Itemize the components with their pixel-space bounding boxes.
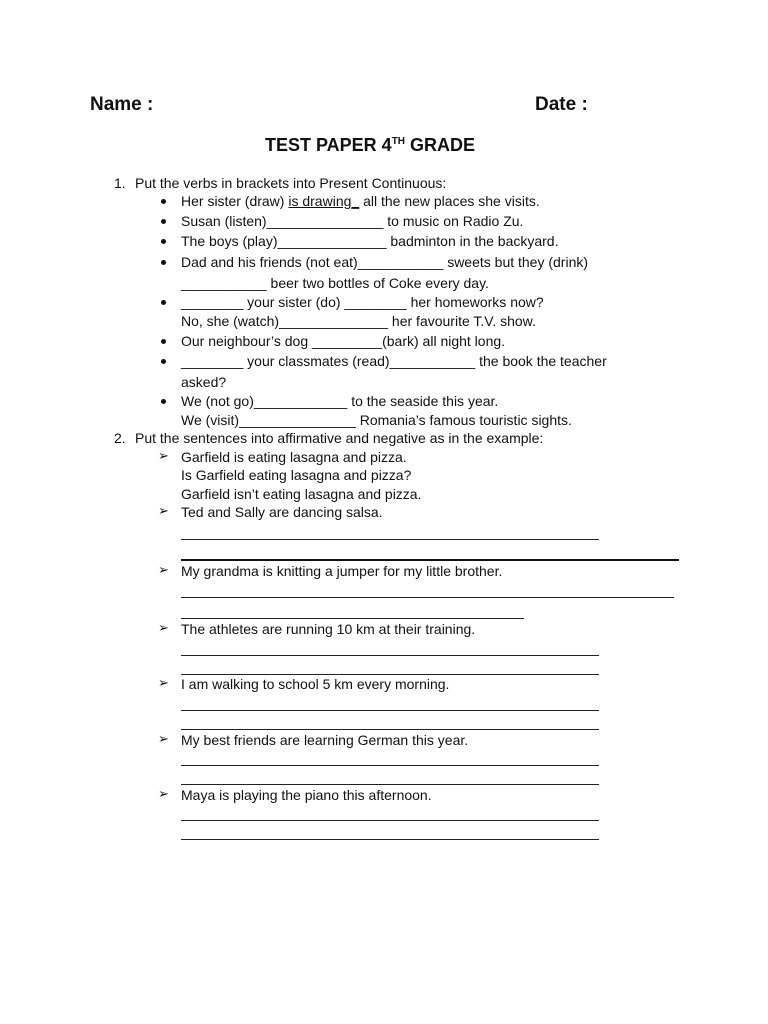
ex1-item-4-line-1: Dad and his friends (not eat)___________ sweets but they (drink) (181, 254, 589, 270)
ex2-item-2: My grandma is knitting a jumper for my little brother. (181, 563, 503, 579)
answer-line[interactable] (181, 765, 599, 766)
arrow-bullet-icon: ➢ (158, 731, 169, 746)
answer-line[interactable] (181, 539, 599, 540)
example-negative: Garfield isn’t eating lasagna and pizza. (181, 486, 422, 502)
arrow-bullet-icon: ➢ (158, 786, 169, 801)
ex1-item-2: Susan (listen)_______________ to music on Radio Zu. (181, 213, 524, 229)
ex1-item-5-line-1: ________ your sister (do) ________ her homeworks now? (181, 294, 544, 310)
ex2-item-5: My best friends are learning German this year. (181, 732, 469, 748)
answer-line[interactable] (181, 559, 679, 561)
answer-line[interactable] (181, 618, 524, 619)
ex1-item-4-line-2: ___________ beer two bottles of Coke every day. (181, 275, 489, 291)
answer-line[interactable] (181, 674, 599, 675)
arrow-bullet-icon: ➢ (158, 562, 169, 577)
ex2-item-3: The athletes are running 10 km at their training. (181, 621, 476, 637)
arrow-bullet-icon: ➢ (158, 448, 169, 463)
title-main: TEST PAPER 4 (265, 135, 392, 155)
ex1-item-7-line-2: asked? (181, 374, 227, 390)
answer-line[interactable] (181, 839, 599, 840)
ex2-item-1: Ted and Sally are dancing salsa. (181, 504, 383, 520)
bullet-icon (161, 199, 166, 204)
ex1-item-8-line-2: We (visit)_______________ Romania’s famous touristic sights. (181, 412, 572, 428)
answer-line[interactable] (181, 655, 599, 656)
answer-line[interactable] (181, 729, 599, 730)
ex1-item-1 (181, 193, 540, 209)
bullet-icon (161, 219, 166, 224)
example-sentence: Garfield is eating lasagna and pizza. (181, 449, 407, 465)
ex1-item-1-post: all the new places she visits. (359, 193, 540, 209)
arrow-bullet-icon: ➢ (158, 620, 169, 635)
bullet-icon (161, 399, 166, 404)
bullet-icon (161, 260, 166, 265)
exercise-2-instruction: Put the sentences into affirmative and negative as in the example: (135, 430, 544, 446)
exercise-1-number: 1. (114, 175, 126, 191)
ex2-item-4: I am walking to school 5 km every morning. (181, 676, 450, 692)
ex1-item-3: The boys (play)______________ badminton in the backyard. (181, 233, 559, 249)
bullet-icon (161, 300, 166, 305)
arrow-bullet-icon: ➢ (158, 503, 169, 518)
bullet-icon (161, 359, 166, 364)
exercise-1-instruction: Put the verbs in brackets into Present Continuous: (135, 175, 447, 191)
ex1-item-6: Our neighbour’s dog _________(bark) all night long. (181, 333, 506, 349)
title-sup: TH (391, 136, 406, 147)
ex1-item-1-pre: Her sister (draw) (181, 193, 289, 209)
ex1-item-5-line-2: No, she (watch)______________ her favourite T.V. show. (181, 313, 536, 329)
date-label: Date : (535, 94, 588, 115)
ex2-item-6: Maya is playing the piano this afternoon. (181, 787, 432, 803)
bullet-icon (161, 239, 166, 244)
answer-line[interactable] (181, 820, 599, 821)
name-label: Name : (90, 94, 154, 115)
answer-line[interactable] (181, 597, 674, 598)
arrow-bullet-icon: ➢ (158, 675, 169, 690)
ex1-item-7-line-1: ________ your classmates (read)___________ the book the teacher (181, 353, 607, 369)
ex1-item-1-answer: is drawing_ (288, 193, 360, 209)
example-question: Is Garfield eating lasagna and pizza? (181, 467, 412, 483)
exercise-2-number: 2. (114, 430, 126, 446)
ex1-item-8-line-1: We (not go)____________ to the seaside this year. (181, 393, 499, 409)
title-end: GRADE (405, 135, 476, 155)
bullet-icon (161, 339, 166, 344)
answer-line[interactable] (181, 784, 599, 785)
page-title (265, 135, 475, 156)
answer-line[interactable] (181, 710, 599, 711)
